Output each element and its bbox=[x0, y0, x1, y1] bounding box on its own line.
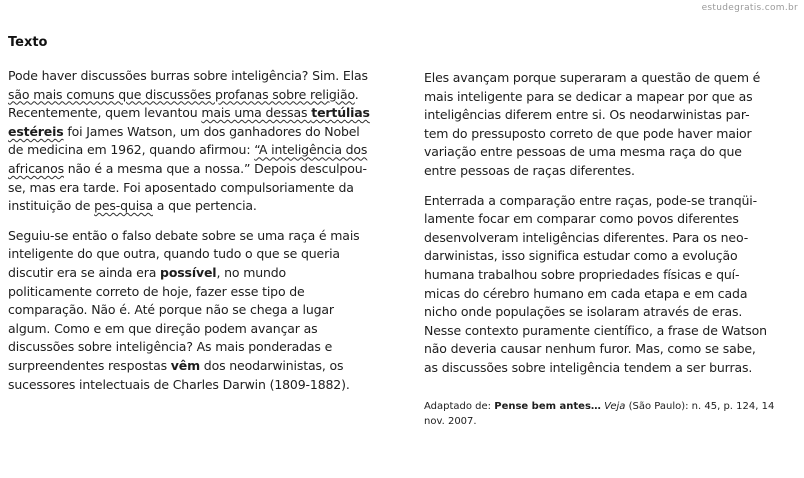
underlined-word-pesquisa: pes-quisa bbox=[94, 198, 153, 214]
reference-citation bbox=[424, 400, 784, 429]
p2-text-a: Seguiu-se então o falso debate sobre se uma raça é mais inteligente do que outra, quando tudo o que se queria discutir era se ainda era bbox=[8, 227, 360, 280]
underlined-phrase-mais-uma-dessas: mais uma dessas bbox=[201, 105, 312, 121]
p2-text-b: , no mundo politicamente correto de hoje, fazer esse tipo de comparação. Não é. Até porque não se chega a lugar algum. Como e em que direção podem avançar as discussões sobre inteligência? As mais ponderadas e surpreendentes respostas bbox=[8, 264, 334, 373]
underlined-phrase-religiao: são mais comuns que discussões profanas sobre religião bbox=[8, 86, 355, 102]
reference-source: Veja bbox=[604, 401, 626, 412]
paragraph-2 bbox=[8, 227, 370, 394]
paragraph-1 bbox=[8, 67, 370, 216]
watermark: estudegratis.com.br bbox=[701, 3, 798, 13]
underlined-quote-africanos: “A inteligência dos africanos bbox=[8, 142, 368, 176]
p1-text-e: a que pertencia. bbox=[152, 198, 257, 214]
p1-text-a: Pode haver discussões burras sobre inteligência? Sim. Elas bbox=[8, 68, 368, 83]
underlined-bold-tertulias: tertúlias estéreis bbox=[8, 105, 370, 139]
bold-word-vem: vêm bbox=[170, 357, 200, 373]
section-heading: Texto bbox=[8, 35, 48, 50]
reference-prefix: Adaptado de: bbox=[424, 401, 495, 412]
paragraph-4: Enterrada a comparação entre raças, pode-se tranqüi-lamente focar em comparar como povos diferentes desenvolveram inteligências diferentes. Para os neo-darwinistas, isso significa estudar como a evolução humana trabalhou sobre propriedades físicas e quí-micas do cérebro humano em cada etapa e em cada nicho onde populações se isolaram através de eras. Nesse contexto puramente científico, a frase de Watson não deveria causar nenhum furor. Mas, como se sabe, as discussões sobre inteligência tendem a ser burras. bbox=[424, 192, 767, 375]
p1-text-d: não é a mesma que a nossa.” Depois desculpou-se, mas era tarde. Foi aposentado compulsoriamente da instituição de bbox=[8, 160, 367, 214]
p1-text-c: foi James Watson, um dos ganhadores do Nobel de medicina em 1962, quando afirmou: bbox=[8, 123, 360, 158]
paragraph-3: Eles avançam porque superaram a questão de quem é mais inteligente para se dedicar a mapear por que as inteligências diferem entre si. Os neodarwinistas par-tem do pressuposto correto de que pode haver maior variação entre pessoas de uma mesma raça do que entre pessoas de raças diferentes. bbox=[424, 70, 761, 178]
p1-text-b: . Recentemente, quem levantou bbox=[8, 86, 359, 121]
bold-word-possivel: possível bbox=[160, 264, 217, 280]
right-column bbox=[424, 69, 772, 378]
left-column bbox=[8, 67, 370, 394]
reference-details: (São Paulo): n. 45, p. 124, 14 nov. 2007. bbox=[424, 401, 775, 427]
p2-text-c: dos neodarwinistas, os sucessores intelectuais de Charles Darwin (1809-1882). bbox=[8, 357, 350, 392]
reference-title: Pense bem antes… bbox=[494, 401, 601, 412]
